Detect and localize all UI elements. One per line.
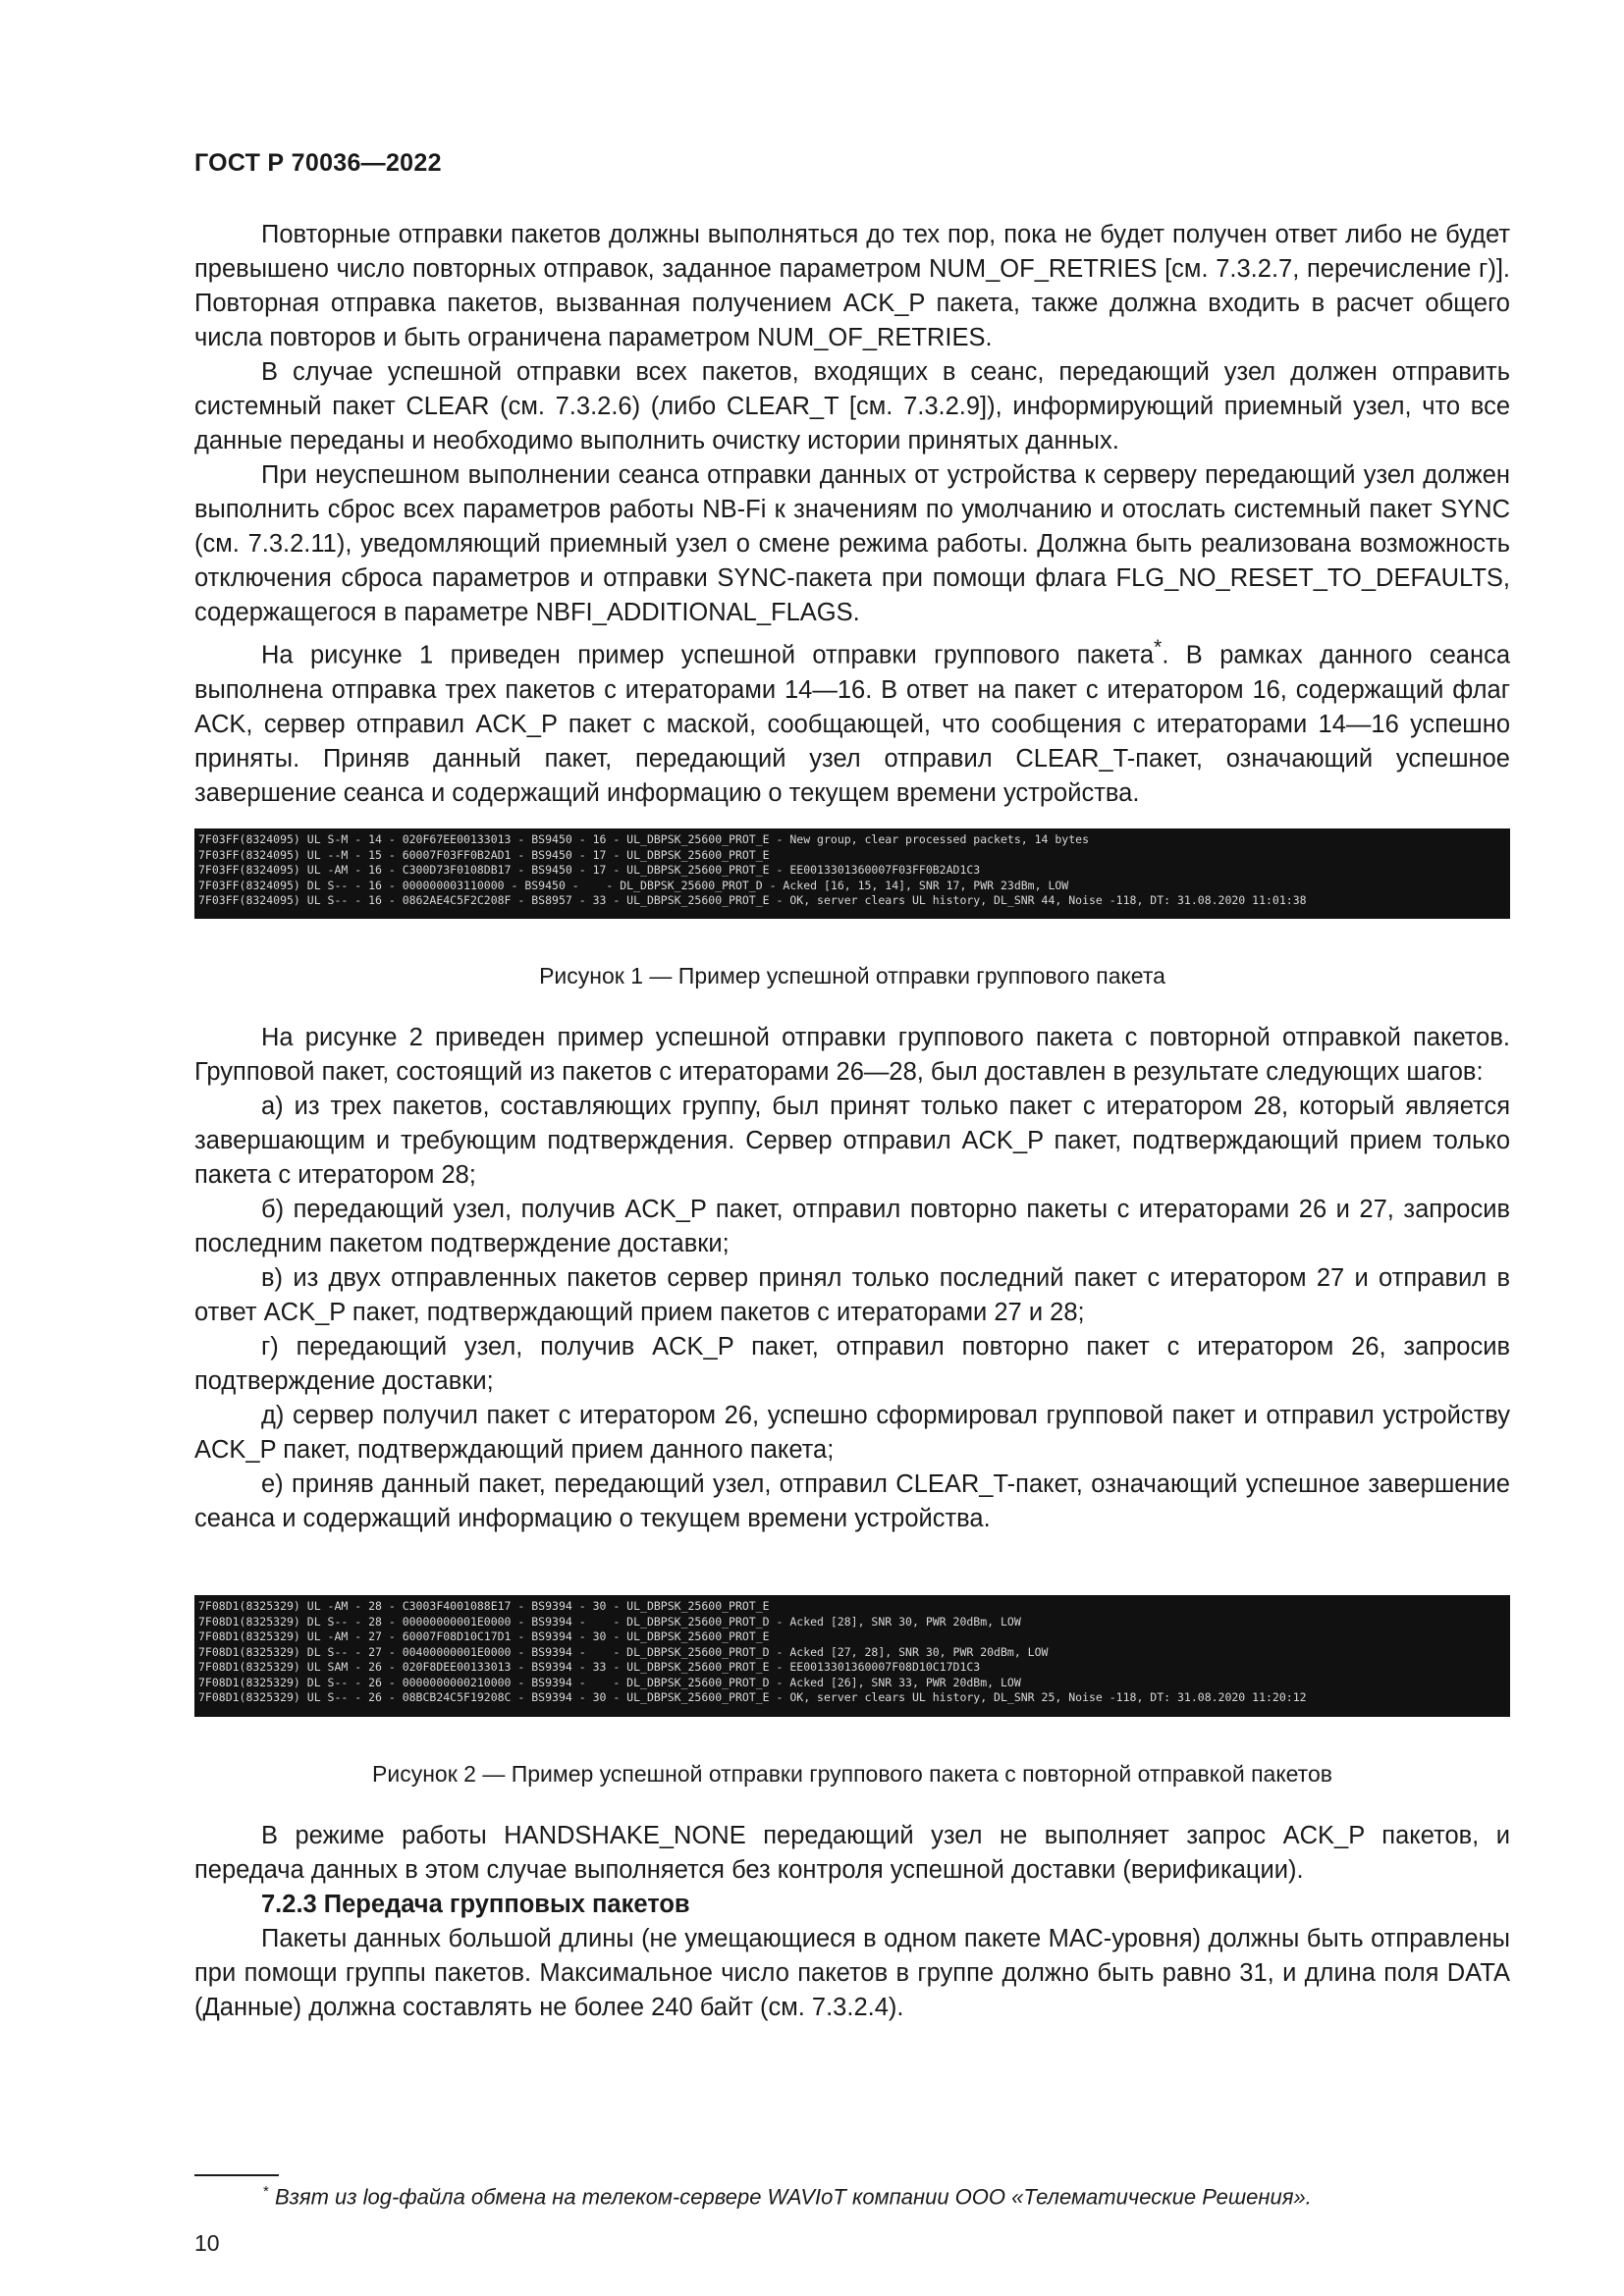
list-item: д) сервер получил пакет с итератором 26, успешно сформировал групповой пакет и отправил устройству ACK_P пакет, подтверждающий прием данного пакета; bbox=[194, 1402, 1510, 1464]
paragraph-text: На рисунке 1 приведен пример успешной отправки группового пакета bbox=[261, 641, 1155, 669]
footnote-divider bbox=[194, 2174, 279, 2176]
list-item: е) приняв данный пакет, передающий узел, отправил CLEAR_T-пакет, означающий успешное завершение сеанса и содержащий информацию о текущем времени устройства. bbox=[194, 1470, 1510, 1532]
log-line: 7F08D1(8325329) UL -AM - 27 - 60007F08D10C17D1 - BS9394 - 30 - UL_DBPSK_25600_PROT_E bbox=[198, 1629, 770, 1643]
footnote-mark: * bbox=[1154, 635, 1163, 659]
list-item: в) из двух отправленных пакетов сервер принял только последний пакет с итератором 27 и отправил в ответ ACK_P пакет, подтверждающий прием пакетов с итераторами 27 и 28; bbox=[194, 1264, 1510, 1326]
log-line: 7F03FF(8324095) DL S-- - 16 - 000000003110000 - BS9450 - - DL_DBPSK_25600_PROT_D - Acked [16, 15, 14], SNR 17, PWR 23dBm, LOW bbox=[198, 878, 1069, 892]
log-line: 7F08D1(8325329) UL S-- - 26 - 08BCB24C5F19208C - BS9394 - 30 - UL_DBPSK_25600_PROT_E - OK, server clears UL history, DL_SNR 25, Noise -118, DT: 31.08.2020 11:20:12 bbox=[198, 1690, 1307, 1704]
text-block-intro bbox=[194, 218, 1510, 811]
list-item: б) передающий узел, получив ACK_P пакет, отправил повторно пакеты с итераторами 26 и 27, запросив последним пакетом подтверждение доставки; bbox=[194, 1196, 1510, 1257]
footnote-text: Взят из log-файла обмена на телеком-сервере WAVIoT компании ООО «Телематические Решения». bbox=[268, 2184, 1312, 2210]
text-block-closing bbox=[194, 1819, 1510, 2025]
log-line: 7F03FF(8324095) UL S-M - 14 - 020F67EE00133013 - BS9450 - 16 - UL_DBPSK_25600_PROT_E - New group, clear processed packets, 14 bytes bbox=[198, 832, 1089, 846]
document-header: ГОСТ Р 70036—2022 bbox=[194, 149, 442, 177]
log-line: 7F08D1(8325329) DL S-- - 28 - 00000000001E0000 - BS9394 - - DL_DBPSK_25600_PROT_D - Acked [28], SNR 30, PWR 20dBm, LOW bbox=[198, 1614, 1021, 1629]
text-block-figure2 bbox=[194, 1021, 1510, 1536]
log-line: 7F08D1(8325329) DL S-- - 27 - 00400000001E0000 - BS9394 - - DL_DBPSK_25600_PROT_D - Acked [27, 28], SNR 30, PWR 20dBm, LOW bbox=[198, 1644, 1049, 1659]
paragraph: При неуспешном выполнении сеанса отправки данных от устройства к серверу передающий узел должен выполнить сброс всех параметров работы NB-Fi к значениям по умолчанию и отослать системный пакет SYNC (см. 7.3.2.11), уведомляющий приемный узел о смене режима работы. Должна быть реализована возможность отключения сброса параметров и отправки SYNC-пакета при помощи флага FLG_NO_RESET_TO_DEFAULTS, содержащегося в параметре NBFI_ADDITIONAL_FLAGS. bbox=[194, 461, 1510, 626]
log-line: 7F03FF(8324095) UL -AM - 16 - C300D73F0108DB17 - BS9450 - 17 - UL_DBPSK_25600_PROT_E - EE0013301360007F03FF0B2AD1C3 bbox=[198, 863, 981, 877]
paragraph-figure1-intro bbox=[194, 630, 1510, 811]
list-item: г) передающий узел, получив ACK_P пакет, отправил повторно пакет с итератором 26, запросив подтверждение доставки; bbox=[194, 1333, 1510, 1395]
log-line: 7F03FF(8324095) UL S-- - 16 - 0862AE4C5F2C208F - BS8957 - 33 - UL_DBPSK_25600_PROT_E - OK, server clears UL history, DL_SNR 44, Noise -118, DT: 31.08.2020 11:01:38 bbox=[198, 893, 1307, 907]
paragraph: В случае успешной отправки всех пакетов, входящих в сеанс, передающий узел должен отправить системный пакет CLEAR (см. 7.3.2.6) (либо CLEAR_T [см. 7.3.2.9]), информирующий приемный узел, что все данные переданы и необходимо выполнить очистку истории принятых данных. bbox=[194, 358, 1510, 454]
section-heading: 7.2.3 Передача групповых пакетов bbox=[261, 1891, 690, 1918]
figure2-terminal-log bbox=[194, 1595, 1510, 1717]
footnote bbox=[263, 2183, 1312, 2210]
paragraph: На рисунке 2 приведен пример успешной отправки группового пакета с повторной отправкой пакетов. Групповой пакет, состоящий из пакетов с итераторами 26—28, был доставлен в результате следующих шагов: bbox=[194, 1024, 1510, 1086]
log-line: 7F08D1(8325329) DL S-- - 26 - 0000000000210000 - BS9394 - - DL_DBPSK_25600_PROT_D - Acked [26], SNR 33, PWR 20dBm, LOW bbox=[198, 1675, 1021, 1689]
paragraph: Пакеты данных большой длины (не умещающиеся в одном пакете МАС-уровня) должны быть отправлены при помощи группы пакетов. Максимальное число пакетов в группе должно быть равно 31, и длина поля DATA (Данные) должна составлять не более 240 байт (см. 7.3.2.4). bbox=[194, 1925, 1510, 2021]
paragraph-text: . В рамках данного сеанса выполнена отправка трех пакетов с итераторами 14—16. В ответ на пакет с итератором 16, содержащий флаг ACK, сервер отправил ACK_P пакет с маской, сообщающей, что сообщения с итераторами 14—16 успешно приняты. Приняв данный пакет, передающий узел отправил CLEAR_T-пакет, означающий успешное завершение сеанса и содержащий информацию о текущем времени устройства. bbox=[194, 641, 1510, 807]
log-line: 7F08D1(8325329) UL -AM - 28 - C3003F4001088E17 - BS9394 - 30 - UL_DBPSK_25600_PROT_E bbox=[198, 1599, 770, 1613]
log-line: 7F03FF(8324095) UL --M - 15 - 60007F03FF0B2AD1 - BS9450 - 17 - UL_DBPSK_25600_PROT_E bbox=[198, 847, 770, 862]
figure1-caption: Рисунок 1 — Пример успешной отправки группового пакета bbox=[539, 963, 1165, 988]
figure1-terminal-log bbox=[194, 828, 1510, 919]
paragraph: Повторные отправки пакетов должны выполняться до тех пор, пока не будет получен ответ либо не будет превышено число повторных отправок, заданное параметром NUM_OF_RETRIES [см. 7.3.2.7, перечисление г)]. Повторная отправка пакетов, вызванная получением ACK_P пакета, также должна входить в расчет общего числа повторов и быть ограничена параметром NUM_OF_RETRIES. bbox=[194, 221, 1510, 351]
log-line: 7F08D1(8325329) UL SAM - 26 - 020F8DEE00133013 - BS9394 - 33 - UL_DBPSK_25600_PROT_E - EE0013301360007F08D10C17D1C3 bbox=[198, 1660, 981, 1674]
figure2-caption: Рисунок 2 — Пример успешной отправки группового пакета с повторной отправкой пакетов bbox=[372, 1761, 1332, 1787]
footnote-mark: * bbox=[263, 2183, 269, 2200]
list-item: а) из трех пакетов, составляющих группу, был принят только пакет с итератором 28, который является завершающим и требующим подтверждения. Сервер отправил ACK_P пакет, подтверждающий прием только пакета с итератором 28; bbox=[194, 1093, 1510, 1189]
page-number: 10 bbox=[194, 2230, 220, 2256]
paragraph: В режиме работы HANDSHAKE_NONE передающий узел не выполняет запрос ACK_P пакетов, и передача данных в этом случае выполняется без контроля успешной доставки (верификации). bbox=[194, 1822, 1510, 1884]
